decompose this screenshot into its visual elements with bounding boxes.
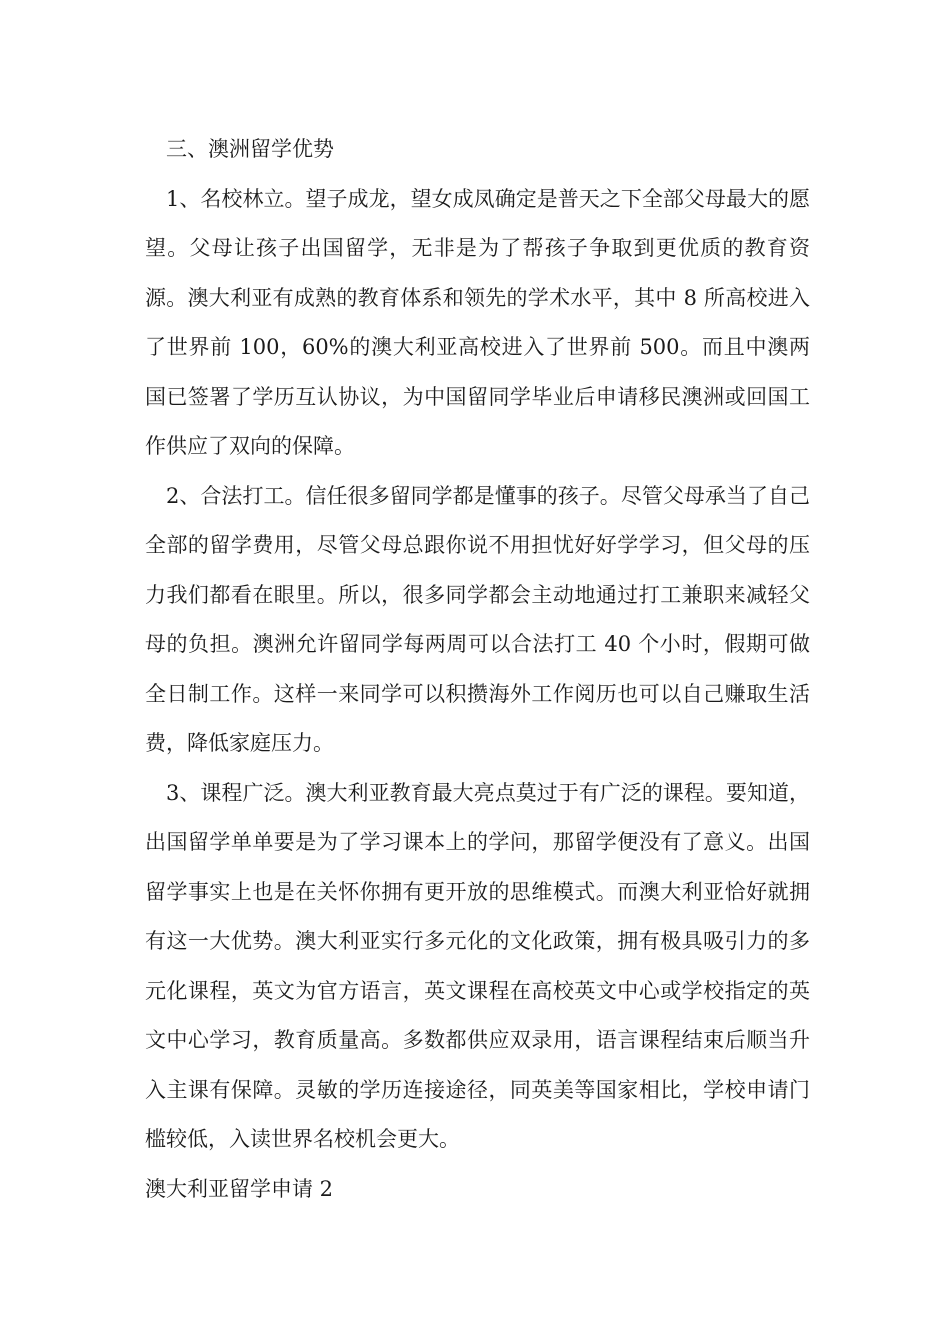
paragraph-2: 2、合法打工。信任很多留同学都是懂事的孩子。尽管父母承当了自己全部的留学费用，尽管父母总跟你说不用担忧好好学学习，但父母的压力我们都看在眼里。所以，很多同学都会主动地通过打工兼职来减轻父母的负担。澳洲允许留同学每两周可以合法打工 40 个小时，假期可做全日制工作。这样一来同学可以积攒海外工作阅历也可以自己赚取生活费，降低家庭压力。 bbox=[145, 483, 810, 755]
document-body bbox=[145, 125, 810, 1214]
paragraph-3: 3、课程广泛。澳大利亚教育最大亮点莫过于有广泛的课程。要知道，出国留学单单要是为了学习课本上的学问，那留学便没有了意义。出国留学事实上也是在关怀你拥有更开放的思维模式。而澳大利亚恰好就拥有这一大优势。澳大利亚实行多元化的文化政策，拥有极具吸引力的多元化课程，英文为官方语言，英文课程在高校英文中心或学校指定的英文中心学习，教育质量高。多数都供应双录用，语言课程结束后顺当升入主课有保障。灵敏的学历连接途径，同英美等国家相比，学校申请门槛较低，入读世界名校机会更大。 bbox=[145, 780, 810, 1151]
next-section-title: 澳大利亚留学申请 2 bbox=[145, 1176, 334, 1201]
paragraph-1: 1、名校林立。望子成龙，望女成凤确定是普天之下全部父母最大的愿望。父母让孩子出国留学，无非是为了帮孩子争取到更优质的教育资源。澳大利亚有成熟的教育体系和领先的学术水平，其中 8 所高校进入了世界前 100，60%的澳大利亚高校进入了世界前 500。而且中澳两国已签署了学历互认协议，为中国留同学毕业后申请移民澳洲或回国工作供应了双向的保障。 bbox=[145, 186, 810, 458]
section-heading: 三、澳洲留学优势 bbox=[166, 137, 334, 161]
